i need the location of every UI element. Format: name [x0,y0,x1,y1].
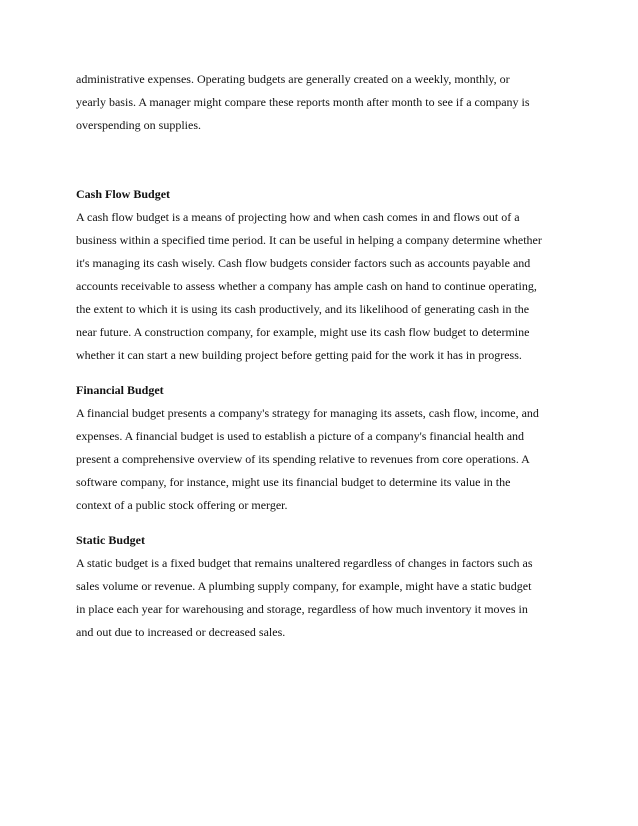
section-heading-cash-flow-budget: Cash Flow Budget [76,187,171,201]
spacer [76,517,566,529]
text-line: yearly basis. A manager might compare these reports month after month to see if a company is [76,95,530,109]
text-line: whether it can start a new building project before getting paid for the work it has in progress. [76,348,522,362]
section-paragraph-cash-flow-budget [76,206,566,367]
text-line: accounts receivable to assess whether a company has ample cash on hand to continue operating, [76,279,537,293]
text-line: software company, for instance, might use its financial budget to determine its value in the [76,475,511,489]
text-line: it's managing its cash wisely. Cash flow budgets consider factors such as accounts payable and [76,256,531,270]
text-line: the extent to which it is using its cash productively, and its likelihood of generating cash in the [76,302,530,316]
section-paragraph-financial-budget [76,402,566,517]
text-line: expenses. A financial budget is used to establish a picture of a company's financial health and [76,429,525,443]
text-line: A static budget is a fixed budget that remains unaltered regardless of changes in factors such as [76,556,533,570]
text-line: sales volume or revenue. A plumbing supply company, for example, might have a static budget [76,579,532,593]
text-line: overspending on supplies. [76,118,201,132]
text-line: context of a public stock offering or merger. [76,498,288,512]
text-line: business within a specified time period. It can be useful in helping a company determine whether [76,233,542,247]
spacer [76,137,566,183]
section-paragraph-static-budget [76,552,566,644]
text-line: and out due to increased or decreased sales. [76,625,286,639]
text-line: administrative expenses. Operating budgets are generally created on a weekly, monthly, or [76,72,510,86]
text-line: present a comprehensive overview of its spending relative to revenues from core operations. A [76,452,530,466]
section-heading-static-budget: Static Budget [76,533,145,547]
spacer [76,367,566,379]
intro-paragraph [76,68,566,137]
document-body [76,68,566,644]
section-heading-financial-budget: Financial Budget [76,383,164,397]
text-line: near future. A construction company, for example, might use its cash flow budget to determine [76,325,530,339]
text-line: in place each year for warehousing and storage, regardless of how much inventory it moves in [76,602,528,616]
text-line: A financial budget presents a company's strategy for managing its assets, cash flow, income, and [76,406,539,420]
text-line: A cash flow budget is a means of projecting how and when cash comes in and flows out of a [76,210,520,224]
